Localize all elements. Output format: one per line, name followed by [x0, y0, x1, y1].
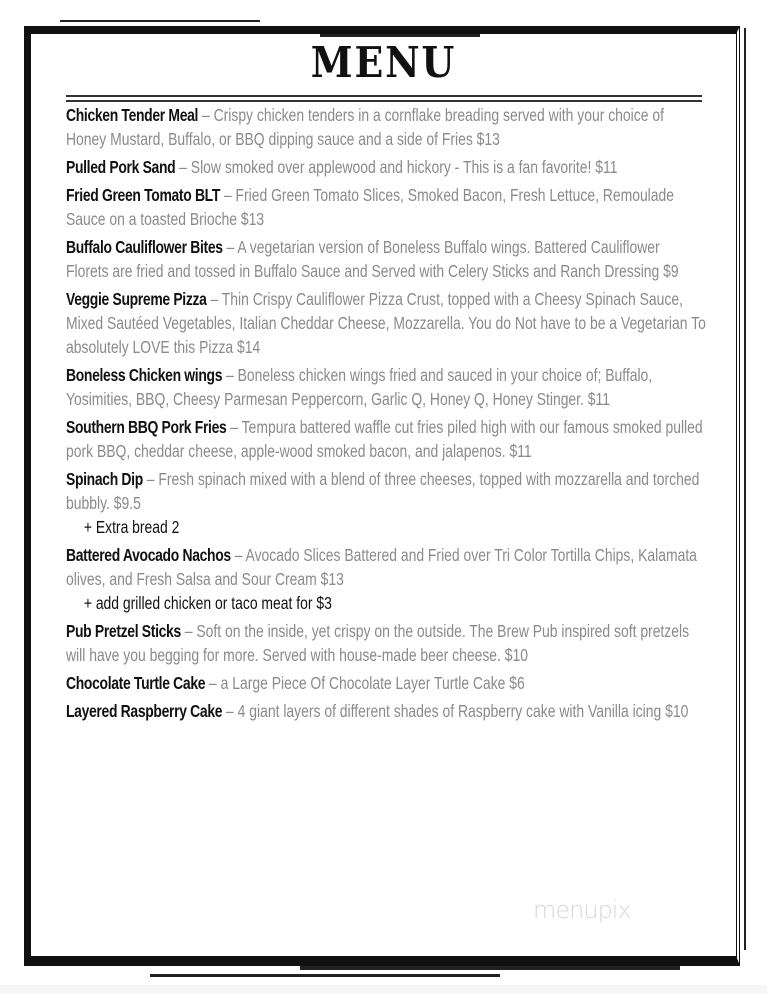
- menu-item-text: [66, 699, 706, 723]
- menu-item: [66, 363, 706, 411]
- page-background: [0, 985, 767, 994]
- menu-item-text: [66, 543, 706, 591]
- separator: –: [234, 545, 243, 565]
- separator: –: [146, 469, 155, 489]
- divider: [66, 95, 702, 97]
- item-description: A vegetarian version of Boneless Buffalo wings. Battered Cauliflower Florets are fried and tossed in Buffalo Sauce and Served with Celery Sticks and Ranch Dressing $9: [66, 237, 679, 281]
- item-extra: + add grilled chicken or taco meat for $3: [83, 593, 332, 613]
- item-extra: + Extra bread 2: [83, 517, 180, 537]
- menu-item: [66, 619, 706, 667]
- menu-list: [66, 103, 706, 727]
- item-name: Fried Green Tomato BLT: [66, 185, 221, 205]
- separator: –: [225, 365, 234, 385]
- item-description: Crispy chicken tenders in a cornflake breading served with your choice of Honey Mustard, Buffalo, or BBQ dipping sauce and a side of Fries $13: [66, 105, 664, 149]
- menu-item-text: [66, 287, 706, 359]
- item-description: Avocado Slices Battered and Fried over Tri Color Tortilla Chips, Kalamata olives, and Fresh Salsa and Sour Cream $13: [66, 545, 697, 589]
- item-description: Boneless chicken wings fried and sauced in your choice of; Buffalo, Yosimities, BBQ, Cheesy Parmesan Peppercorn, Garlic Q, Honey Q, Honey Stinger. $11: [66, 365, 653, 409]
- item-name: Southern BBQ Pork Fries: [66, 417, 227, 437]
- menu-item: [66, 467, 706, 539]
- item-description: a Large Piece Of Chocolate Layer Turtle Cake $6: [220, 673, 525, 693]
- menu-item-text: [66, 155, 706, 179]
- page-title: MENU: [310, 38, 457, 87]
- menu-item: [66, 155, 706, 179]
- separator: –: [201, 105, 210, 125]
- item-name: Pub Pretzel Sticks: [66, 621, 181, 641]
- separator: –: [223, 185, 232, 205]
- menu-item-text: [66, 183, 706, 231]
- brush-stroke: [60, 20, 260, 22]
- item-description: Soft on the inside, yet crispy on the outside. The Brew Pub inspired soft pretzels will have you begging for more. Served with house-made beer cheese. $10: [66, 621, 690, 665]
- menu-item-text: [66, 467, 706, 515]
- menu-item-text: [66, 363, 706, 411]
- separator: –: [179, 157, 187, 177]
- brush-stroke: [320, 34, 480, 37]
- separator: –: [226, 237, 235, 257]
- item-name: Spinach Dip: [66, 469, 143, 489]
- watermark-logo: menupix: [533, 896, 631, 924]
- item-description: 4 giant layers of different shades of Raspberry cake with Vanilla icing $10: [237, 701, 689, 721]
- menu-item-text: [66, 671, 706, 695]
- item-name: Buffalo Cauliflower Bites: [66, 237, 223, 257]
- separator: –: [226, 701, 234, 721]
- brush-stroke: [300, 966, 680, 970]
- separator: –: [210, 289, 219, 309]
- item-name: Pulled Pork Sand: [66, 157, 176, 177]
- item-description: Slow smoked over applewood and hickory - This is a fan favorite! $11: [190, 157, 618, 177]
- item-description: Tempura battered waffle cut fries piled high with our famous smoked pulled pork BBQ, cheddar cheese, apple-wood smoked bacon, and jalapenos. $11: [66, 417, 703, 461]
- item-name: Chicken Tender Meal: [66, 105, 199, 125]
- menu-item: [66, 235, 706, 283]
- item-name: Layered Raspberry Cake: [66, 701, 223, 721]
- menu-item: [66, 287, 706, 359]
- menu-item-text: [66, 415, 706, 463]
- brush-stroke: [150, 974, 500, 977]
- menu-item: [66, 671, 706, 695]
- menu-item: [66, 543, 706, 615]
- divider: [66, 100, 702, 102]
- item-name: Boneless Chicken wings: [66, 365, 223, 385]
- menu-item-text: [66, 619, 706, 667]
- item-name: Battered Avocado Nachos: [66, 545, 231, 565]
- item-name: Chocolate Turtle Cake: [66, 673, 206, 693]
- item-description: Thin Crispy Cauliflower Pizza Crust, topped with a Cheesy Spinach Sauce, Mixed Sautéed Vegetables, Italian Cheddar Cheese, Mozzarella. You do Not have to be a Vegetarian To absolutely LOVE this Pizza $14: [66, 289, 706, 357]
- menu-item: [66, 699, 706, 723]
- menu-item: [66, 103, 706, 151]
- separator: –: [209, 673, 217, 693]
- menu-item-text: [66, 103, 706, 151]
- menu-item: [66, 415, 706, 463]
- item-description: Fried Green Tomato Slices, Smoked Bacon, Fresh Lettuce, Remoulade Sauce on a toasted Brioche $13: [66, 185, 675, 229]
- menu-item: [66, 183, 706, 231]
- item-description: Fresh spinach mixed with a blend of three cheeses, topped with mozzarella and torched bubbly. $9.5: [66, 469, 700, 513]
- separator: –: [184, 621, 193, 641]
- separator: –: [230, 417, 239, 437]
- menu-item-text: [66, 235, 706, 283]
- item-name: Veggie Supreme Pizza: [66, 289, 207, 309]
